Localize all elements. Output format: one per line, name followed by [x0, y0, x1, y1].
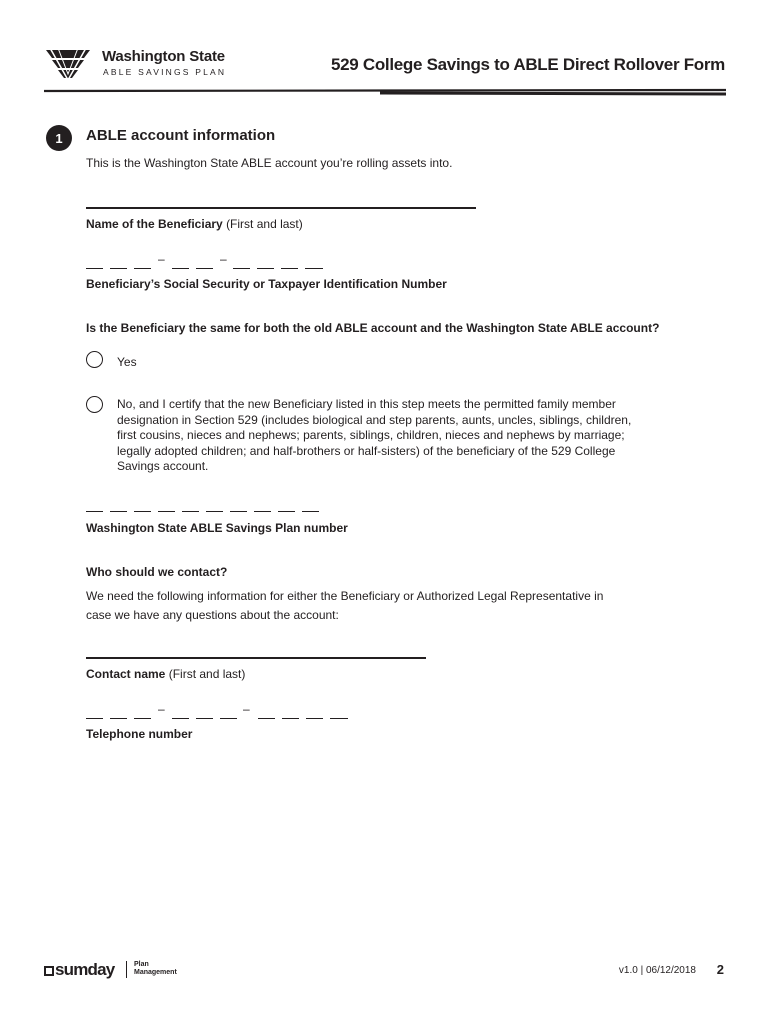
- no-option-line: first cousins, nieces and nephews; parents, siblings, children, nieces and nephews by marriage;: [117, 428, 625, 442]
- contact-description-line: We need the following information for either the Beneficiary or Authorized Legal Representative in: [86, 589, 604, 603]
- plan-digit-slot[interactable]: [302, 511, 319, 512]
- telephone-label: Telephone number: [86, 727, 193, 741]
- beneficiary-name-label: [86, 217, 303, 231]
- contact-description-line: case we have any questions about the account:: [86, 608, 339, 622]
- section-title: ABLE account information: [86, 127, 276, 144]
- beneficiary-name-input[interactable]: [86, 207, 476, 209]
- footer-divider: [126, 961, 127, 978]
- plan-digit-slot[interactable]: [158, 511, 175, 512]
- logo-subtitle: ABLE SAVINGS PLAN: [103, 67, 227, 77]
- version-date: v1.0 | 06/12/2018: [618, 965, 696, 976]
- phone-digit-slot[interactable]: [134, 718, 151, 719]
- yes-option-label: Yes: [117, 355, 137, 369]
- logo-name: Washington State: [102, 48, 225, 65]
- ssn-separator: –: [158, 252, 165, 266]
- ssn-digit-slot[interactable]: [257, 268, 274, 269]
- ssn-digit-slot[interactable]: [196, 268, 213, 269]
- beneficiary-same-question: Is the Beneficiary the same for both the old ABLE account and the Washington State ABLE account?: [86, 321, 660, 335]
- washington-able-logo-icon: [44, 44, 92, 82]
- yes-radio[interactable]: [86, 351, 103, 368]
- no-radio[interactable]: [86, 396, 103, 413]
- contact-name-label: [86, 667, 245, 681]
- page-number: 2: [716, 962, 724, 977]
- contact-name-input[interactable]: [86, 657, 426, 659]
- sumday-square-icon: [44, 966, 54, 976]
- form-title: 529 College Savings to ABLE Direct Rollover Form: [330, 55, 725, 74]
- plan-management-line: Plan: [134, 961, 149, 968]
- phone-digit-slot[interactable]: [110, 718, 127, 719]
- ssn-digit-slot[interactable]: [172, 268, 189, 269]
- contact-name-label-text: Contact name: [86, 667, 166, 681]
- beneficiary-name-hint: (First and last): [226, 217, 303, 231]
- ssn-digit-slot[interactable]: [233, 268, 250, 269]
- phone-digit-slot[interactable]: [172, 718, 189, 719]
- phone-digit-slot[interactable]: [86, 718, 103, 719]
- step-number-badge: 1: [46, 125, 72, 151]
- phone-digit-slot[interactable]: [282, 718, 299, 719]
- plan-digit-slot[interactable]: [254, 511, 271, 512]
- contact-name-hint: (First and last): [168, 667, 246, 681]
- no-option-label: [117, 397, 737, 475]
- phone-digit-slot[interactable]: [306, 718, 323, 719]
- beneficiary-name-label-text: Name of the Beneficiary: [86, 217, 223, 231]
- phone-digit-slot[interactable]: [220, 718, 237, 719]
- ssn-digit-slot[interactable]: [281, 268, 298, 269]
- section-description: This is the Washington State ABLE account you’re rolling assets into.: [86, 156, 453, 170]
- no-option-line: designation in Section 529 (includes biological and step parents, aunts, uncles, siblings, children,: [117, 412, 632, 427]
- phone-separator: –: [158, 702, 165, 716]
- no-option-line: legally adopted children; and half-brothers or half-sisters) of the beneficiary of the 529 College: [117, 443, 616, 458]
- contact-description: [86, 587, 603, 625]
- phone-separator: –: [243, 702, 250, 716]
- plan-digit-slot[interactable]: [206, 511, 223, 512]
- sumday-logo: [44, 960, 114, 980]
- no-option-line: Savings account.: [117, 459, 209, 473]
- plan-management-label: [134, 961, 177, 977]
- plan-digit-slot[interactable]: [230, 511, 247, 512]
- ssn-separator: –: [220, 252, 227, 266]
- plan-management-line: Management: [134, 969, 177, 976]
- header-divider: [0, 86, 770, 102]
- plan-digit-slot[interactable]: [86, 511, 103, 512]
- plan-digit-slot[interactable]: [278, 511, 295, 512]
- ssn-digit-slot[interactable]: [305, 268, 323, 269]
- ssn-digit-slot[interactable]: [86, 268, 103, 269]
- phone-digit-slot[interactable]: [330, 718, 348, 719]
- phone-digit-slot[interactable]: [258, 718, 275, 719]
- plan-digit-slot[interactable]: [110, 511, 127, 512]
- no-option-line: No, and I certify that the new Beneficiary listed in this step meets the permitted family member: [117, 397, 616, 411]
- contact-heading: Who should we contact?: [86, 565, 228, 579]
- ssn-label: Beneficiary’s Social Security or Taxpayer Identification Number: [86, 277, 447, 291]
- sumday-brand-text: sumday: [55, 960, 115, 979]
- ssn-digit-slot[interactable]: [110, 268, 127, 269]
- phone-digit-slot[interactable]: [196, 718, 213, 719]
- plan-number-label: Washington State ABLE Savings Plan number: [86, 521, 348, 535]
- ssn-digit-slot[interactable]: [134, 268, 151, 269]
- plan-digit-slot[interactable]: [134, 511, 151, 512]
- plan-digit-slot[interactable]: [182, 511, 199, 512]
